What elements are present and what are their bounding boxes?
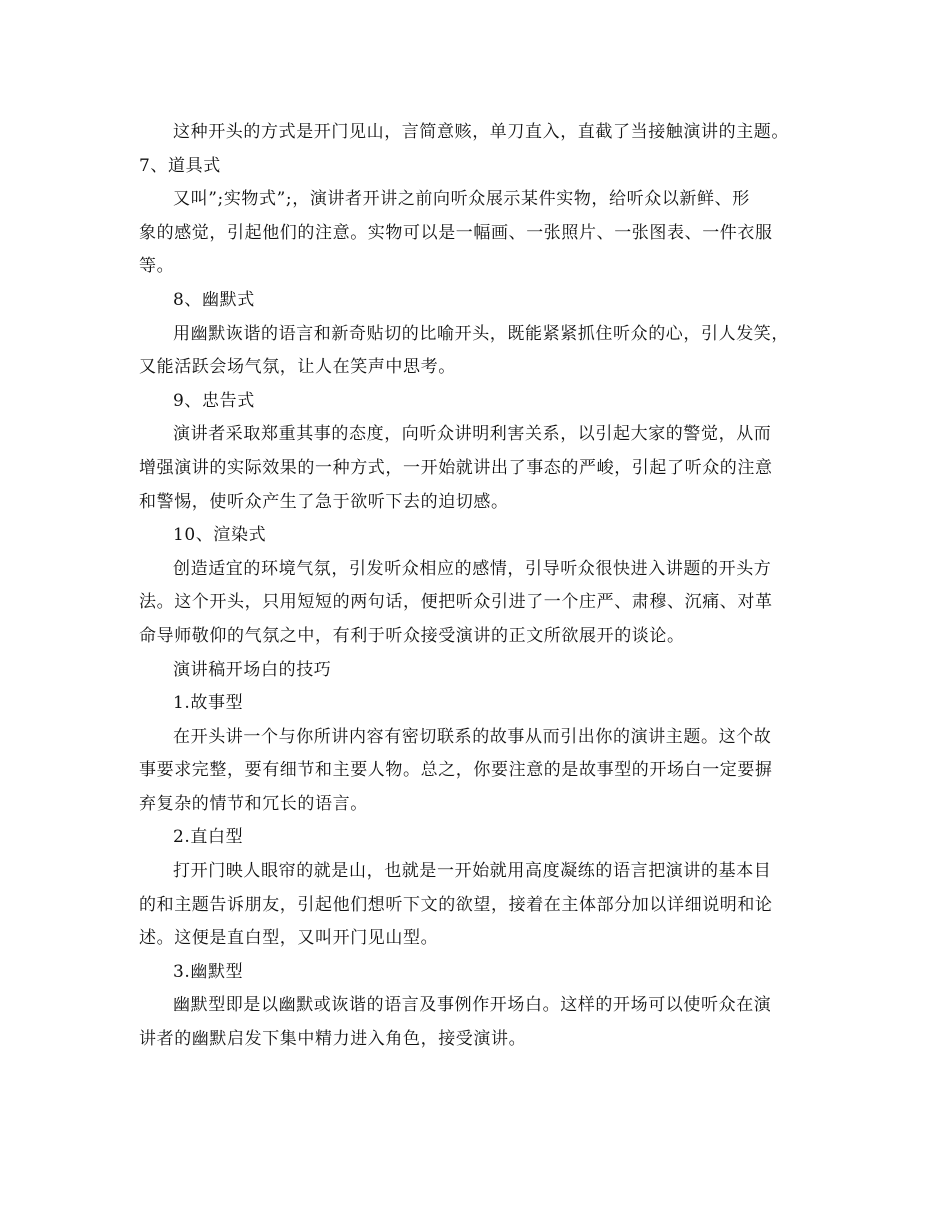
text-line: 7、道具式	[139, 155, 221, 176]
text-line: 演讲稿开场白的技巧	[173, 659, 332, 680]
text-line: 讲者的幽默启发下集中精力进入角色，接受演讲。	[139, 1029, 527, 1050]
text-line: 这种开头的方式是开门见山，言简意赅，单刀直入，直截了当接触演讲的主题。	[173, 122, 789, 142]
text-line: 增强演讲的实际效果的一种方式，一开始就讲出了事态的严峻，引起了听众的注意	[139, 457, 773, 478]
text-line: 法。这个开头，只用短短的两句话，便把听众引进了一个庄严、肃穆、沉痛、对革	[139, 592, 773, 613]
text-line: 在开头讲一个与你所讲内容有密切联系的故事从而引出你的演讲主题。这个故	[173, 726, 772, 747]
text-line: 等。	[139, 256, 175, 277]
text-line: 又能活跃会场气氛，让人在笑声中思考。	[139, 357, 456, 378]
text-line: 9、忠告式	[173, 390, 255, 411]
text-line: 2.直白型	[173, 827, 244, 848]
text-line: 用幽默诙谐的语言和新奇贴切的比喻开头，既能紧紧抓住听众的心，引人发笑，	[173, 323, 789, 344]
text-line: 的和主题告诉朋友，引起他们想听下文的欲望，接着在主体部分加以详细说明和论	[139, 894, 773, 915]
text-line: 3.幽默型	[173, 961, 244, 982]
text-line: 命导师敬仰的气氛之中，有利于听众接受演讲的正文所欲展开的谈论。	[139, 625, 685, 646]
text-line: 事要求完整，要有细节和主要人物。总之，你要注意的是故事型的开场白一定要摒	[139, 760, 773, 781]
text-line: 和警惕，使听众产生了急于欲听下去的迫切感。	[139, 491, 509, 512]
text-line: 又叫”;实物式”;，演讲者开讲之前向听众展示某件实物，给听众以新鲜、形	[173, 189, 750, 210]
text-line: 10、渲染式	[173, 525, 267, 546]
text-line: 8、幽默式	[173, 289, 255, 310]
document-page	[139, 116, 815, 1057]
text-line: 演讲者采取郑重其事的态度，向听众讲明利害关系，以引起大家的警觉，从而	[173, 424, 772, 445]
text-line: 打开门映人眼帘的就是山，也就是一开始就用高度凝练的语言把演讲的基本目	[173, 861, 772, 882]
text-line: 弃复杂的情节和冗长的语言。	[139, 793, 368, 814]
text-line: 象的感觉，引起他们的注意。实物可以是一幅画、一张照片、一张图表、一件衣服	[139, 222, 773, 243]
text-line: 创造适宜的环境气氛，引发听众相应的感情，引导听众很快进入讲题的开头方	[173, 558, 772, 579]
text-line: 1.故事型	[173, 693, 244, 714]
text-line: 述。这便是直白型，又叫开门见山型。	[139, 928, 439, 949]
text-line: 幽默型即是以幽默或诙谐的语言及事例作开场白。这样的开场可以使听众在演	[173, 995, 772, 1016]
